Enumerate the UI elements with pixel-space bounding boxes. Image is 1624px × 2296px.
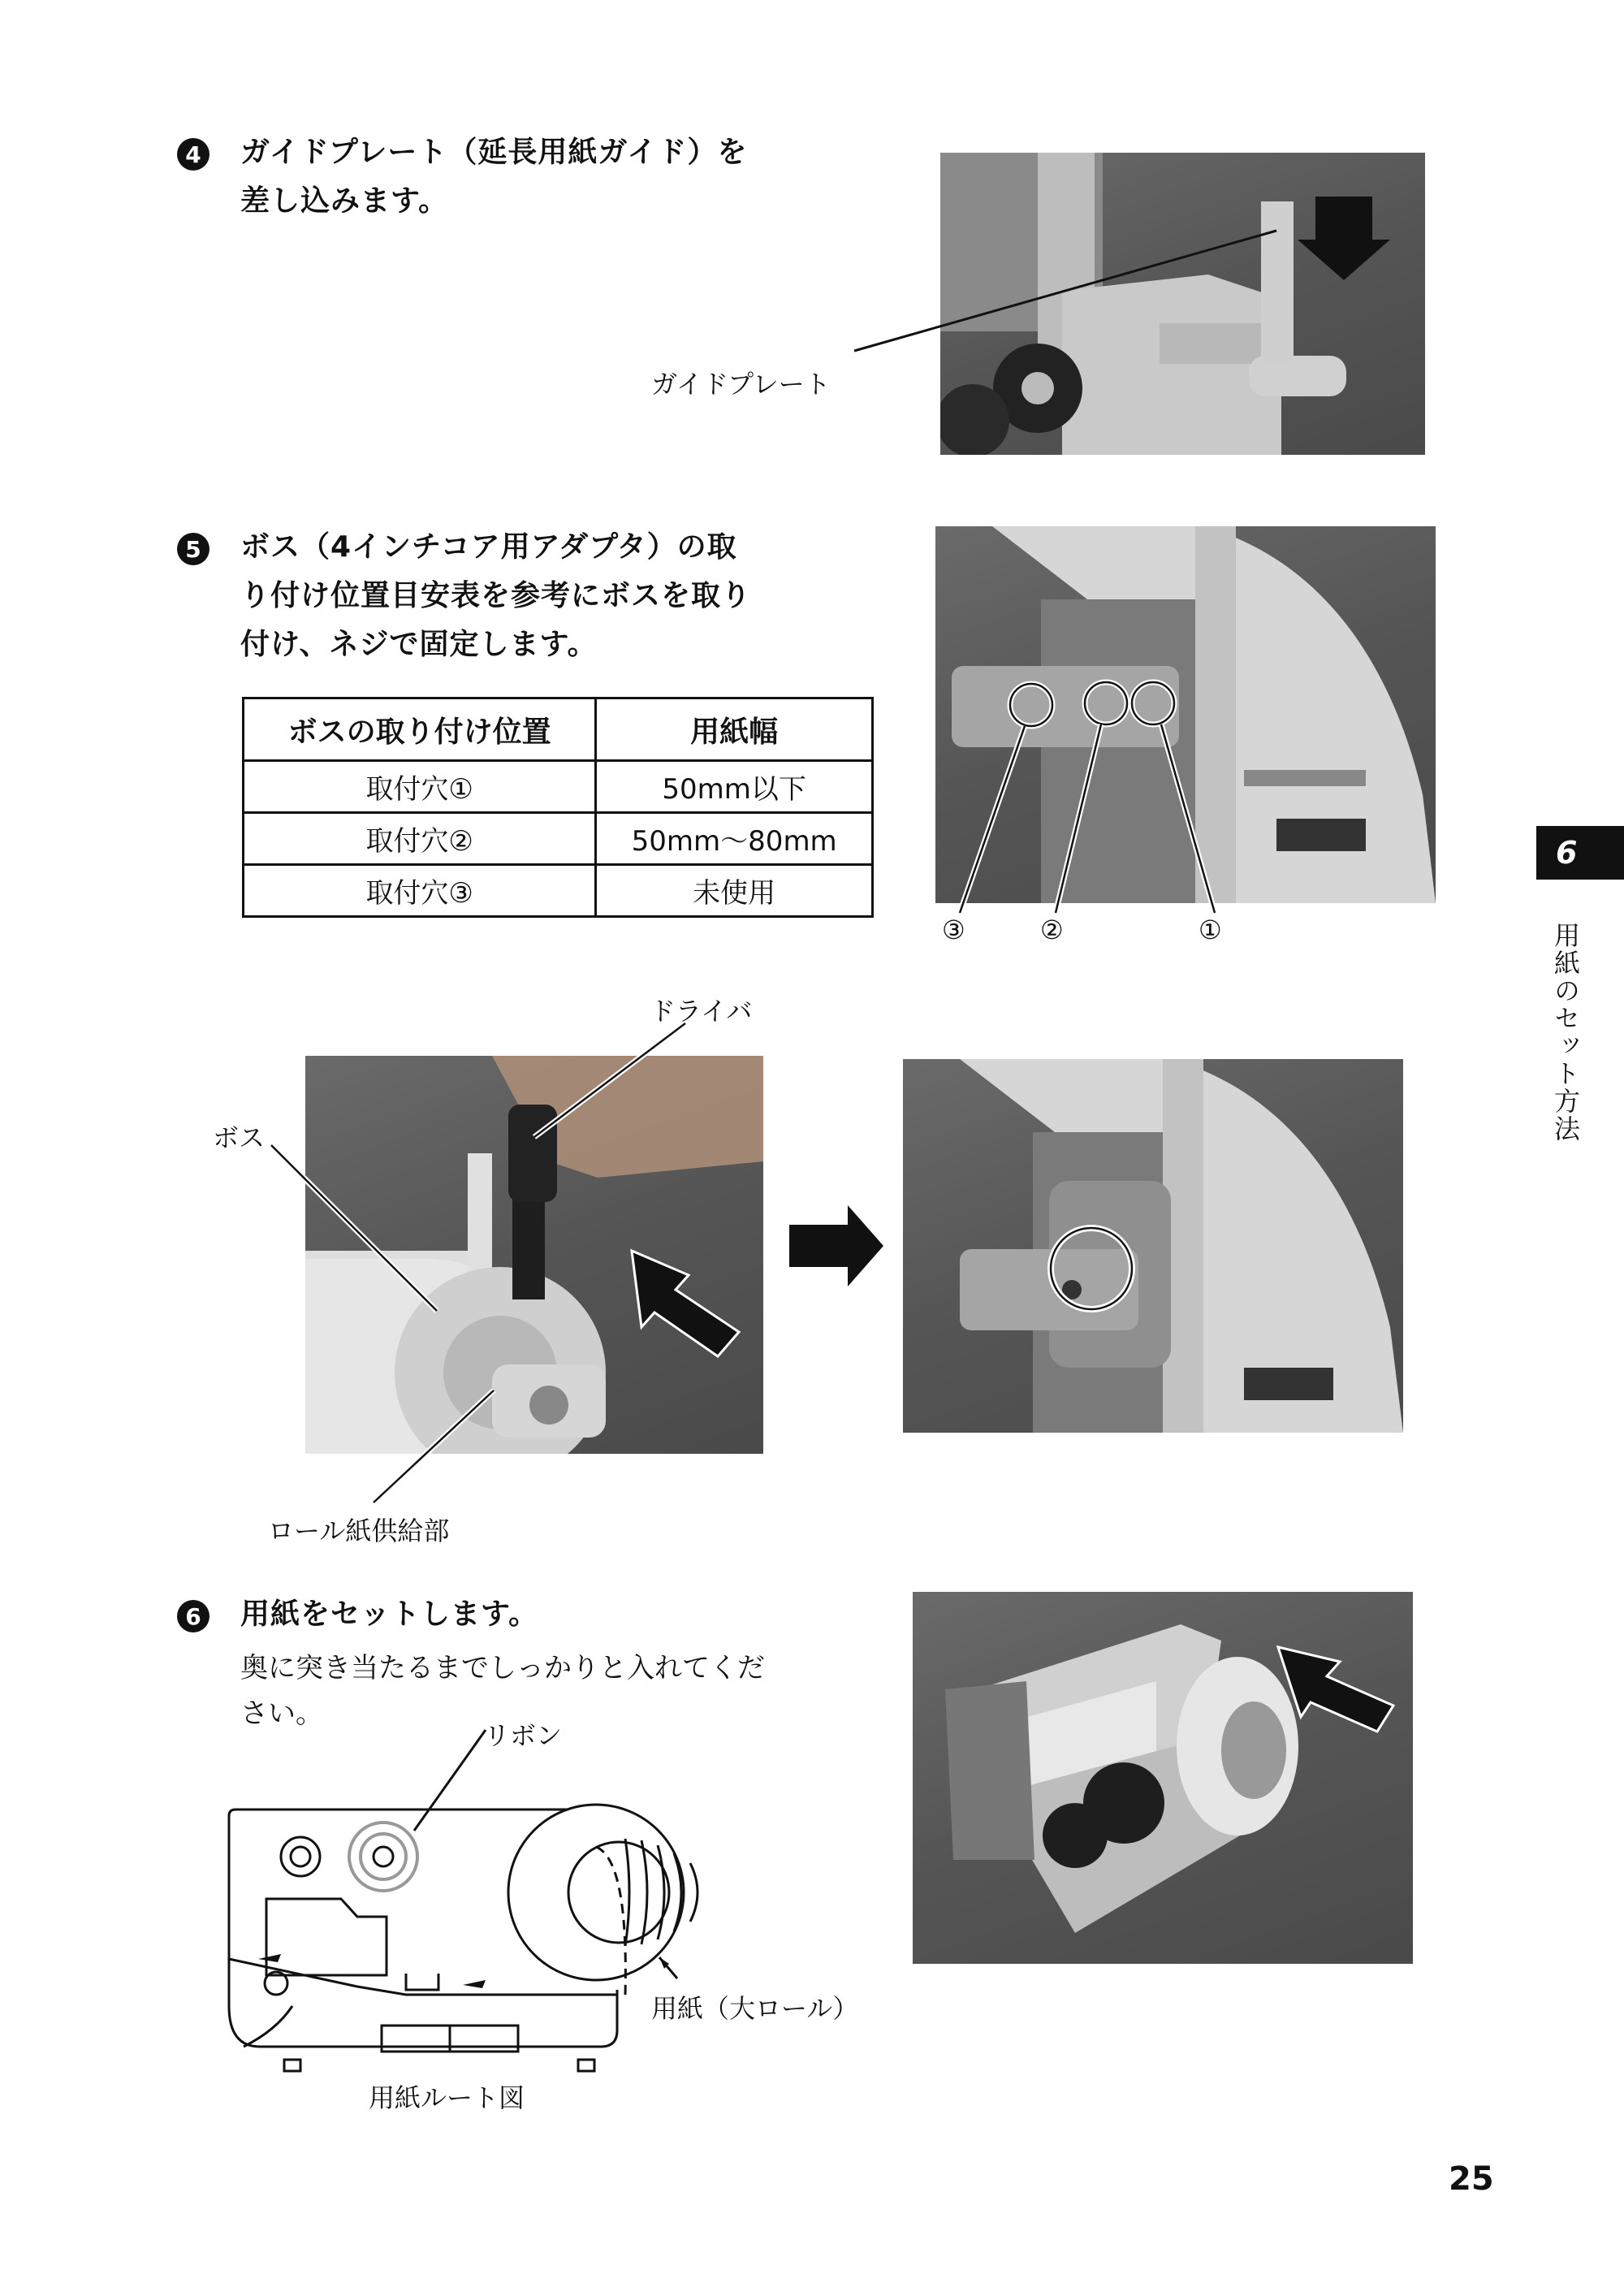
ribbon-label: リボン	[484, 1720, 563, 1751]
step6-desc-line-2: さい。	[240, 1697, 323, 1730]
hole-label-3: ③	[942, 915, 965, 945]
table-cell: 未使用	[596, 865, 873, 917]
step6-title: 用紙をセットします。	[240, 1598, 539, 1631]
step4-line-1: ガイドプレート（延長用紙ガイド）を	[240, 136, 748, 169]
roll-supply-label: ロール紙供給部	[268, 1516, 450, 1546]
driver-label: ドライバ	[650, 996, 753, 1027]
step5-number: 5	[177, 533, 209, 565]
step5-line-2: り付け位置目安表を参考にボスを取り	[240, 579, 752, 612]
paper-route-label: 用紙ルート図	[369, 2082, 525, 2113]
table-header-position: ボスの取り付け位置	[244, 698, 596, 761]
table-cell: 50mm〜80mm	[596, 813, 873, 865]
page-number: 25	[1449, 2160, 1494, 2198]
guide-plate-label: ガイドプレート	[651, 369, 831, 400]
step6-number: 6	[177, 1600, 209, 1632]
paper-large-roll-label: 用紙（大ロール）	[651, 1993, 859, 2024]
table-cell: 取付穴③	[244, 865, 596, 917]
chapter-title: 用紙のセット方法	[1550, 922, 1581, 1143]
chapter-tab: 6	[1536, 826, 1624, 880]
hole-label-1: ①	[1199, 915, 1222, 945]
table-header-width: 用紙幅	[596, 698, 873, 761]
table-cell: 取付穴②	[244, 813, 596, 865]
step4-number: 4	[177, 138, 209, 171]
step5-line-3: 付け、ネジで固定します。	[240, 628, 598, 661]
boss-label: ボス	[213, 1122, 266, 1153]
hole-label-2: ②	[1040, 915, 1064, 945]
step5-line-1: ボス（4インチコア用アダプタ）の取	[240, 530, 737, 564]
step4-line-2: 差し込みます。	[240, 184, 449, 218]
step6-desc-line-1: 奥に突き当たるまでしっかりと入れてくだ	[240, 1652, 765, 1684]
table-cell: 50mm以下	[596, 761, 873, 813]
table-cell: 取付穴①	[244, 761, 596, 813]
